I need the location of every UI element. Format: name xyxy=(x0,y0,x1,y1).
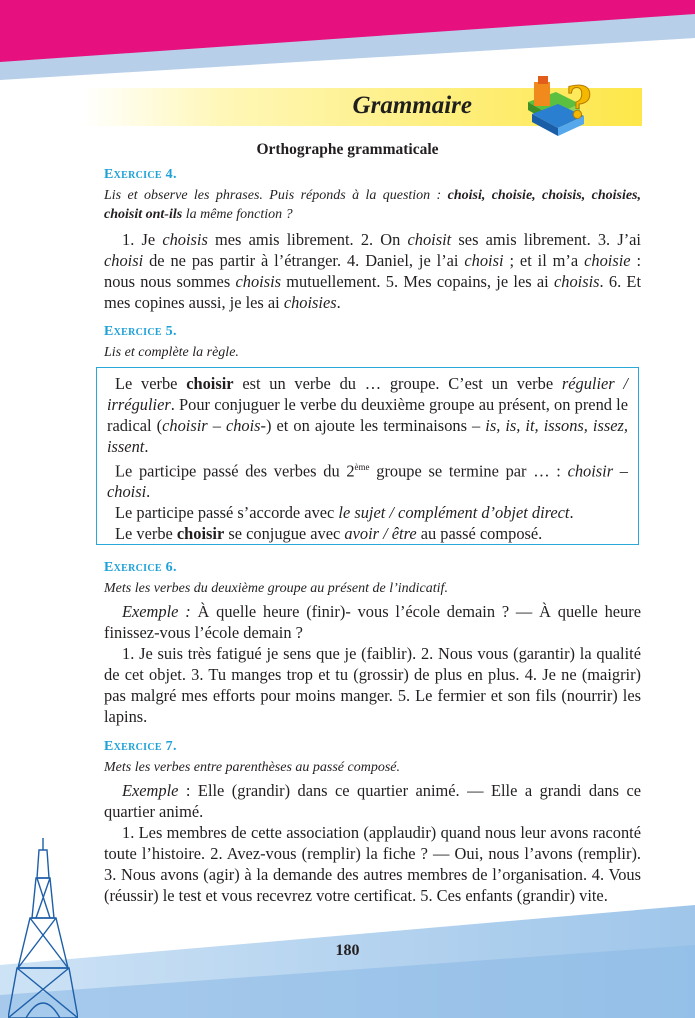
exercise-example: Exemple : Elle (grandir) dans ce quartier animé. — Elle a grandi dans ce quartier animé. xyxy=(104,781,641,821)
exercise-instruction: Mets les verbes entre parenthèses au passé composé. xyxy=(104,760,401,775)
exercise-text: 1. Je suis très fatigué je sens que je (faiblir). 2. Nous vous (garantir) la qualité de cet objet. 3. Tu manges trop et tu (grossir) de plus en plus. 4. Je ne (maigrir) pas malgré mes efforts pour moins manger. 5. Le fermier et son fils (nourrir) les lapins. xyxy=(104,644,641,726)
rule-paragraph: Le verbe choisir se conjugue avec avoir / être au passé composé. xyxy=(115,524,543,544)
exercise-title: Exercice 7. xyxy=(104,739,177,754)
section-title: Grammaire xyxy=(352,92,472,119)
exercise-example: Exemple : À quelle heure (finir)- vous l’école demain ? — À quelle heure finissez-vous l’école demain ? xyxy=(104,602,642,642)
rule-paragraph: Le participe passé des verbes du 2ème groupe se termine par … : choisir – choisi. xyxy=(107,461,628,502)
page-number: 180 xyxy=(335,942,360,959)
exercise-title: Exercice 4. xyxy=(104,167,177,182)
rule-box xyxy=(96,367,639,545)
exercise-5 xyxy=(104,324,641,362)
grammar-books-icon xyxy=(522,72,602,140)
eiffel-tower-icon xyxy=(8,838,78,1018)
exercise-6 xyxy=(104,560,641,727)
page-subtitle: Orthographe grammaticale xyxy=(256,141,439,158)
exercise-title: Exercice 5. xyxy=(104,324,177,339)
header-decoration xyxy=(0,0,695,80)
exercise-4 xyxy=(104,167,641,313)
svg-text:?: ? xyxy=(566,78,592,129)
exercise-instruction: Lis et complète la règle. xyxy=(104,345,239,360)
exercise-title: Exercice 6. xyxy=(104,560,177,575)
exercise-instruction: Lis et observe les phrases. Puis réponds à la question : choisi, choisie, choisis, choisies, choisit ont-ils la même fonction ? xyxy=(104,188,641,222)
exercise-text: 1. Je choisis mes amis librement. 2. On choisit ses amis librement. 3. J’ai choisi de ne pas partir à l’étranger. 4. Daniel, je l’ai choisi ; et il m’a choisie : nous nous sommes choisis mutuellement. 5. Mes copains, je les ai choisis. 6. Et mes copines aussi, je les ai choisies. xyxy=(104,230,642,312)
exercise-instruction: Mets les verbes du deuxième groupe au présent de l’indicatif. xyxy=(104,581,448,596)
footer-decoration xyxy=(0,905,695,1018)
rule-paragraph: Le verbe choisir est un verbe du … groupe. C’est un verbe régulier / irrégulier. Pour conjuguer le verbe du deuxième groupe au présent, on prend le radical (choisir – chois-) et on ajoute les terminaisons – is, is, it, issons, issez, issent. xyxy=(107,374,628,456)
rule-paragraph: Le participe passé s’accorde avec le sujet / complément d’objet direct. xyxy=(115,503,574,523)
exercise-7 xyxy=(104,739,641,906)
exercise-text: 1. Les membres de cette association (applaudir) quand nous leur avons raconté toute l’histoire. 2. Avez-vous (remplir) la fiche ? — Oui, nous l’avons (remplir). 3. Nous avons (agir) à la demande des autres membres de l’organisation. 4. Vous (réussir) le test et vous recevrez votre certificat. 5. Ces enfants (grandir) vite. xyxy=(104,823,641,905)
